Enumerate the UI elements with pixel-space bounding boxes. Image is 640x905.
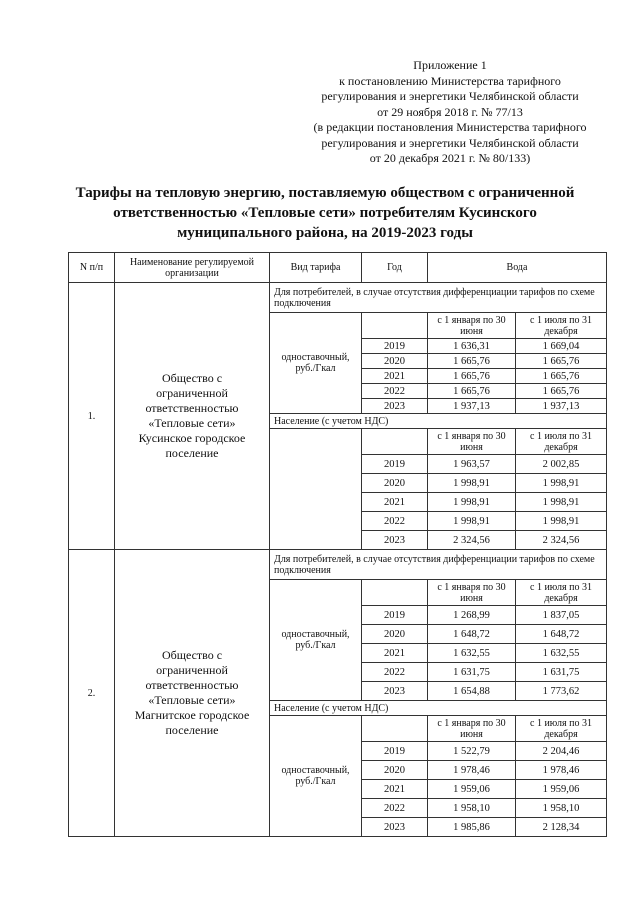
tariff-first-half: 1 665,76 [428, 384, 516, 399]
organization-name-line: ответственностью [145, 678, 239, 692]
tariff-second-half: 1 648,72 [516, 625, 607, 644]
tariff-second-half: 2 324,56 [516, 531, 607, 550]
header-line: регулирования и энергетики Челябинской области [321, 89, 579, 103]
period-first-half: с 1 января по 30 июня [428, 716, 516, 742]
year-cell: 2020 [362, 761, 428, 780]
year-cell: 2023 [362, 818, 428, 837]
organization-name [115, 283, 270, 550]
organization-name-line: Кусинское городское [138, 431, 246, 445]
tariff-first-half: 1 998,91 [428, 474, 516, 493]
tariff-second-half: 1 937,13 [516, 399, 607, 414]
year-header-blank [362, 313, 428, 339]
year-cell: 2023 [362, 531, 428, 550]
tariff-first-half: 1 959,06 [428, 780, 516, 799]
header-num: N п/п [69, 253, 115, 283]
tariff-second-half: 1 959,06 [516, 780, 607, 799]
tariff-second-half: 1 773,62 [516, 682, 607, 701]
year-header-blank [362, 580, 428, 606]
tariff-first-half: 1 654,88 [428, 682, 516, 701]
table-header-row [69, 253, 607, 283]
tariff-first-half: 1 522,79 [428, 742, 516, 761]
title-line: Тарифы на тепловую энергию, поставляемую обществом с ограниченной [75, 185, 575, 201]
tariff-type [270, 429, 362, 550]
year-cell: 2020 [362, 625, 428, 644]
tariff-first-half: 1 937,13 [428, 399, 516, 414]
organization-name-line: поселение [165, 723, 219, 737]
header-water: Вода [428, 253, 607, 283]
document-title [60, 183, 590, 243]
tariff-second-half: 1 978,46 [516, 761, 607, 780]
period-second-half: с 1 июля по 31 декабря [516, 716, 607, 742]
tariff-first-half: 1 963,57 [428, 455, 516, 474]
consumer-note-row [69, 550, 607, 580]
header-line: от 20 декабря 2021 г. № 80/133) [369, 151, 531, 165]
tariff-type: одноставочный, руб./Гкал [270, 716, 362, 837]
year-cell: 2022 [362, 663, 428, 682]
title-line: муниципального района, на 2019-2023 годы [177, 225, 473, 241]
organization-name-line: «Тепловые сети» [148, 416, 236, 430]
tariff-second-half: 2 002,85 [516, 455, 607, 474]
year-cell: 2019 [362, 606, 428, 625]
year-cell: 2021 [362, 780, 428, 799]
header-line: (в редакции постановления Министерства тарифного [313, 120, 587, 134]
header-line: от 29 ноября 2018 г. № 77/13 [377, 104, 523, 119]
tariff-second-half: 1 665,76 [516, 369, 607, 384]
population-note: Население (с учетом НДС) [270, 701, 607, 716]
row-number: 1. [69, 283, 115, 550]
tariff-type: одноставочный, руб./Гкал [270, 313, 362, 414]
tariff-first-half: 1 985,86 [428, 818, 516, 837]
year-cell: 2019 [362, 339, 428, 354]
organization-name-line: ограниченной [156, 386, 228, 400]
organization-name-line: Магнитское городское [134, 708, 250, 722]
tariff-second-half: 2 204,46 [516, 742, 607, 761]
period-second-half: с 1 июля по 31 декабря [516, 429, 607, 455]
year-cell: 2021 [362, 369, 428, 384]
year-cell: 2023 [362, 399, 428, 414]
tariff-first-half: 1 958,10 [428, 799, 516, 818]
tariff-second-half: 1 958,10 [516, 799, 607, 818]
tariff-first-half: 1 665,76 [428, 354, 516, 369]
row-number: 2. [69, 550, 115, 837]
header-type: Вид тарифа [270, 253, 362, 283]
tariff-table [68, 252, 607, 837]
organization-name-line: «Тепловые сети» [148, 693, 236, 707]
tariff-first-half: 1 665,76 [428, 369, 516, 384]
tariff-second-half: 1 998,91 [516, 493, 607, 512]
tariff-first-half: 1 648,72 [428, 625, 516, 644]
tariff-second-half: 2 128,34 [516, 818, 607, 837]
tariff-second-half: 1 837,05 [516, 606, 607, 625]
period-second-half: с 1 июля по 31 декабря [516, 313, 607, 339]
year-cell: 2021 [362, 644, 428, 663]
tariff-first-half: 1 632,55 [428, 644, 516, 663]
period-first-half: с 1 января по 30 июня [428, 313, 516, 339]
tariff-second-half: 1 665,76 [516, 354, 607, 369]
year-cell: 2019 [362, 455, 428, 474]
population-note: Население (с учетом НДС) [270, 414, 607, 429]
header-year: Год [362, 253, 428, 283]
tariff-first-half: 1 268,99 [428, 606, 516, 625]
consumer-note: Для потребителей, в случае отсутствия дифференциации тарифов по схеме подключения [270, 283, 607, 313]
tariff-first-half: 2 324,56 [428, 531, 516, 550]
tariff-first-half: 1 998,91 [428, 512, 516, 531]
period-first-half: с 1 января по 30 июня [428, 580, 516, 606]
year-cell: 2020 [362, 354, 428, 369]
year-cell: 2023 [362, 682, 428, 701]
organization-name-line: ответственностью [145, 401, 239, 415]
organization-name-line: Общество с [161, 371, 223, 385]
year-cell: 2019 [362, 742, 428, 761]
tariff-second-half: 1 632,55 [516, 644, 607, 663]
organization-name [115, 550, 270, 837]
year-cell: 2021 [362, 493, 428, 512]
header-line: к постановлению Министерства тарифного [339, 73, 561, 88]
tariff-second-half: 1 631,75 [516, 663, 607, 682]
tariff-first-half: 1 636,31 [428, 339, 516, 354]
period-first-half: с 1 января по 30 июня [428, 429, 516, 455]
tariff-first-half: 1 631,75 [428, 663, 516, 682]
organization-name-line: поселение [165, 446, 219, 460]
tariff-second-half: 1 998,91 [516, 512, 607, 531]
tariff-second-half: 1 998,91 [516, 474, 607, 493]
header-org: Наименование регулируемой организации [115, 253, 270, 283]
year-cell: 2022 [362, 799, 428, 818]
appendix-header [300, 58, 600, 167]
header-line: Приложение 1 [413, 58, 487, 72]
title-line: ответственностью «Тепловые сети» потребителям Кусинского [113, 205, 537, 221]
period-second-half: с 1 июля по 31 декабря [516, 580, 607, 606]
organization-name-line: ограниченной [156, 663, 228, 677]
consumer-note: Для потребителей, в случае отсутствия дифференциации тарифов по схеме подключения [270, 550, 607, 580]
tariff-type: одноставочный, руб./Гкал [270, 580, 362, 701]
consumer-note-row [69, 283, 607, 313]
tariff-first-half: 1 978,46 [428, 761, 516, 780]
year-cell: 2020 [362, 474, 428, 493]
tariff-second-half: 1 669,04 [516, 339, 607, 354]
year-header-blank [362, 429, 428, 455]
header-line: регулирования и энергетики Челябинской области [321, 135, 579, 150]
year-cell: 2022 [362, 512, 428, 531]
organization-name-line: Общество с [161, 648, 223, 662]
tariff-first-half: 1 998,91 [428, 493, 516, 512]
year-header-blank [362, 716, 428, 742]
year-cell: 2022 [362, 384, 428, 399]
tariff-second-half: 1 665,76 [516, 384, 607, 399]
